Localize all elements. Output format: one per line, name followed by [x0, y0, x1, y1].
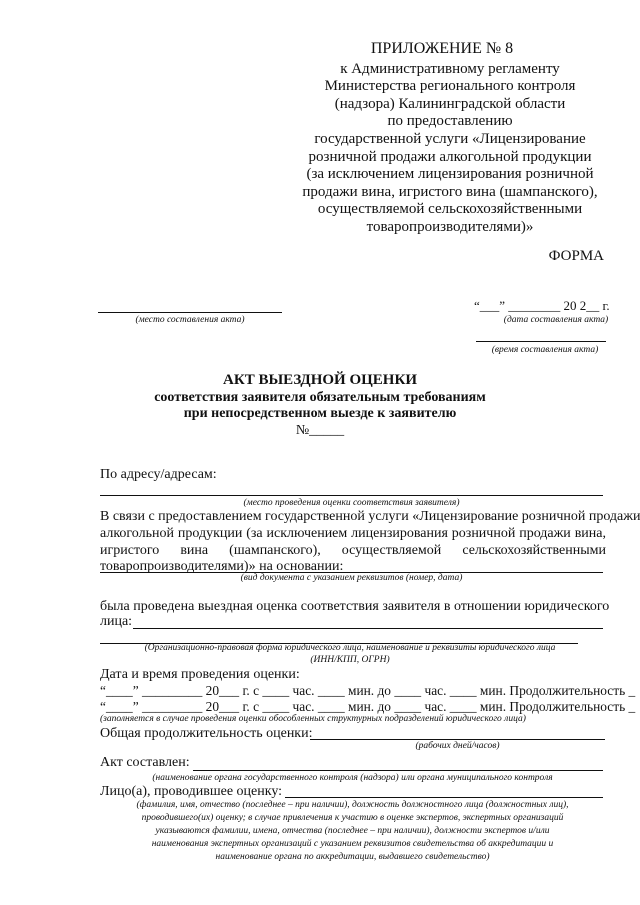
- header-line: осуществляемой сельскохозяйственными: [317, 201, 583, 218]
- service-line-1: В связи с предоставлением государственной услуги «Лицензирование розничной продажи: [100, 509, 640, 524]
- header-line: товаропроизводителями)»: [366, 218, 534, 235]
- service-line-4: товаропроизводителями)» на основании:: [100, 559, 344, 574]
- place-line[interactable]: [98, 312, 282, 313]
- compiled-label: Акт составлен:: [100, 755, 190, 770]
- date-line[interactable]: “___” ________ 20 2__ г.: [474, 298, 610, 313]
- doc-caption: (вид документа с указанием реквизитов (номер, дата): [240, 573, 463, 583]
- header-line: продажи вина, игристого вина (шампанского),: [302, 183, 598, 200]
- total-duration-label: Общая продолжительность оценки:: [100, 726, 313, 741]
- persons-caption-3: указываются фамилии, имена, отчества (последнее – при наличии), должности экспертов и/или: [155, 826, 550, 836]
- act-number[interactable]: №_____: [295, 423, 345, 438]
- datetime-row-1[interactable]: “____” _________ 20___ г. с ____ час. ____ мин. до ____ час. ____ мин. Продолжительность _: [100, 683, 636, 698]
- address-label: По адресу/адресам:: [100, 467, 217, 482]
- org-caption-ids: (ИНН/КПП, ОГРН): [310, 655, 390, 665]
- header-line: Министерства регионального контроля: [324, 78, 576, 95]
- act-title: АКТ ВЫЕЗДНОЙ ОЦЕНКИ: [222, 372, 417, 388]
- header-line: к Административному регламенту: [340, 60, 560, 77]
- assessment-line: была проведена выездная оценка соответствия заявителя в отношении юридического: [100, 599, 610, 614]
- datetime-row-2[interactable]: “____” _________ 20___ г. с ____ час. ____ мин. до ____ час. ____ мин. Продолжительность _: [100, 699, 636, 714]
- header-line: (надзора) Калининградской области: [334, 95, 566, 112]
- place-caption: (место составления акта): [135, 315, 245, 325]
- act-subtitle-1: соответствия заявителя обязательным требованиям: [154, 390, 486, 405]
- persons-caption-5: наименование органа по аккредитации, выдавшего свидетельство): [215, 852, 490, 862]
- persons-caption-1: (фамилия, имя, отчество (последнее – при наличии), должность должностного лица (должностных лиц),: [136, 800, 569, 810]
- persons-caption-4: наименования экспертных организаций с указанием реквизитов свидетельства об аккредитации и: [151, 839, 554, 849]
- persons-label: Лицо(а), проводившее оценку:: [100, 784, 283, 799]
- address-line[interactable]: [100, 495, 603, 496]
- persons-caption-2: проводившего(их) оценку; в случае привлечения к участию в оценке экспертов, экспертных организаций: [141, 813, 564, 823]
- time-line[interactable]: [476, 341, 606, 342]
- datetime-label: Дата и время проведения оценки:: [100, 667, 300, 682]
- organ-caption: (наименование органа государственного контроля (надзора) или органа муниципального контроля: [152, 773, 553, 783]
- legal-entity-label: лица:: [100, 614, 133, 629]
- persons-line[interactable]: [285, 797, 603, 798]
- header-line: (за исключением лицензирования розничной: [306, 166, 594, 183]
- appendix-number: ПРИЛОЖЕНИЕ № 8: [370, 40, 514, 57]
- date-caption: (дата составления акта): [503, 315, 609, 325]
- service-line-2: алкогольной продукции (за исключением лицензирования розничной продажи вина,: [100, 526, 606, 541]
- act-subtitle-2: при непосредственном выезде к заявителю: [183, 406, 457, 421]
- appendix-header: [300, 40, 600, 237]
- service-line-3: игристого вина (шампанского), осуществляемой сельскохозяйственными: [100, 543, 606, 558]
- branches-caption: (заполняется в случае проведения оценки обособленных структурных подразделений юридического лица): [100, 714, 526, 724]
- total-duration-line[interactable]: [310, 739, 605, 740]
- header-line: государственной услуги «Лицензирование: [314, 130, 586, 147]
- form-label: ФОРМА: [548, 248, 604, 264]
- header-line: розничной продажи алкогольной продукции: [308, 148, 592, 165]
- legal-entity-line-1[interactable]: [133, 628, 603, 629]
- header-line: по предоставлению: [387, 113, 513, 130]
- address-caption: (место проведения оценки соответствия заявителя): [243, 498, 460, 508]
- compiled-line[interactable]: [193, 770, 603, 771]
- org-caption: (Организационно-правовая форма юридического лица, наименование и реквизиты юридического лица: [144, 643, 556, 653]
- time-caption: (время составления акта): [491, 345, 599, 355]
- days-caption: (рабочих дней/часов): [415, 741, 500, 751]
